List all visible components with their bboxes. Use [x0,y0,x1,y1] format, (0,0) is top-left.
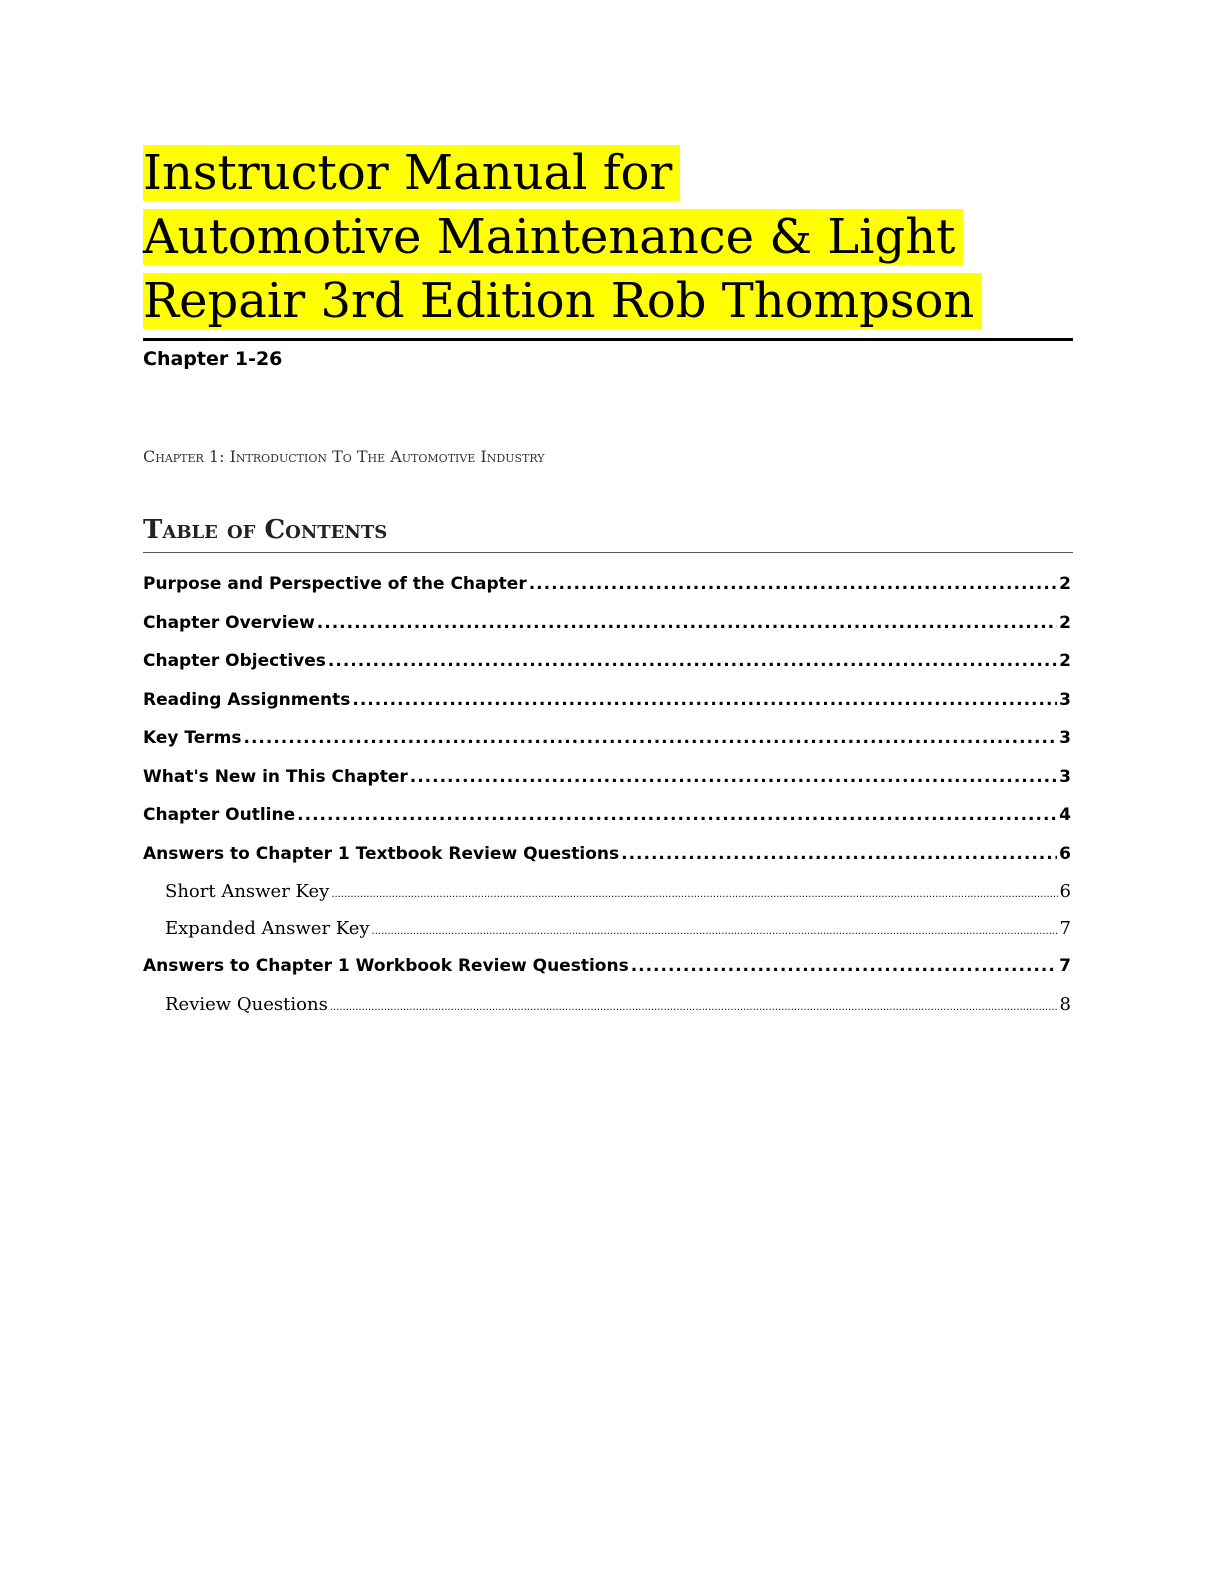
toc-entry[interactable] [143,764,1071,803]
toc-dot-leader [331,882,1057,908]
title-line-text: Automotive Maintenance & Light [143,209,963,265]
toc-entry-label: Review Questions [165,993,328,1015]
toc-entry-page: 7 [1059,918,1071,939]
toc-dot-leader [317,610,1057,636]
toc-entry-label: What's New in This Chapter [143,766,408,787]
toc-entry-label: Purpose and Perspective of the Chapter [143,574,527,594]
toc-entry[interactable] [143,953,1071,992]
toc-entry-label: Answers to Chapter 1 Textbook Review Questions [143,843,620,864]
toc-dot-leader [328,648,1057,674]
toc-entry-page: 4 [1059,805,1071,825]
toc-entry-label: Expanded Answer Key [165,918,370,939]
toc-dot-leader [621,841,1057,867]
title-line [143,269,1073,333]
toc-dot-leader [297,802,1057,828]
toc-entry[interactable] [143,610,1071,649]
document-subtitle: Chapter 1-26 [143,348,283,370]
document-title [143,141,1073,333]
toc-dot-leader [529,571,1057,597]
toc-entry-page: 3 [1059,728,1071,748]
toc-entry-page: 6 [1059,881,1071,902]
toc-entry-page: 3 [1059,689,1071,710]
toc-subentry[interactable] [143,916,1071,953]
toc-dot-leader [410,764,1057,790]
toc-entry-label: Key Terms [143,728,242,748]
toc-entry-label: Short Answer Key [165,881,330,902]
toc-entry-label: Chapter Outline [143,805,296,825]
toc-entry-page: 2 [1059,574,1071,594]
toc-dot-leader [372,919,1058,945]
toc-dot-leader [244,725,1058,751]
title-underline-divider [143,338,1073,341]
toc-entry-label: Reading Assignments [143,689,351,710]
toc-entry[interactable] [143,725,1071,764]
toc-entry-page: 2 [1059,612,1071,633]
toc-entry[interactable] [143,571,1071,610]
toc-entry-label: Chapter Overview [143,612,315,633]
toc-dot-leader [330,995,1058,1021]
toc-entry-label: Chapter Objectives [143,651,326,671]
toc-heading: Table of Contents [143,515,388,545]
toc-entry[interactable] [143,648,1071,687]
toc-entry[interactable] [143,841,1071,880]
toc-entry-page: 6 [1059,843,1071,864]
toc-subentry[interactable] [143,992,1071,1029]
toc-entry-page: 7 [1059,956,1071,976]
toc-entry[interactable] [143,802,1071,841]
title-line [143,205,1073,269]
toc-dot-leader [352,687,1057,713]
toc-entry-label: Answers to Chapter 1 Workbook Review Questions [143,956,629,976]
title-line-text: Instructor Manual for [143,145,680,201]
chapter-heading: Chapter 1: Introduction To The Automotive Industry [143,447,545,466]
toc-subentry[interactable] [143,879,1071,916]
title-line-text: Repair 3rd Edition Rob Thompson [143,273,982,329]
title-line [143,141,1073,205]
toc-dot-leader [631,953,1057,979]
toc-heading-divider [143,552,1073,553]
toc-entry-page: 8 [1059,993,1071,1015]
toc-entry-page: 3 [1059,766,1071,787]
table-of-contents [143,571,1071,1029]
toc-entry[interactable] [143,687,1071,726]
toc-entry-page: 2 [1059,651,1071,671]
